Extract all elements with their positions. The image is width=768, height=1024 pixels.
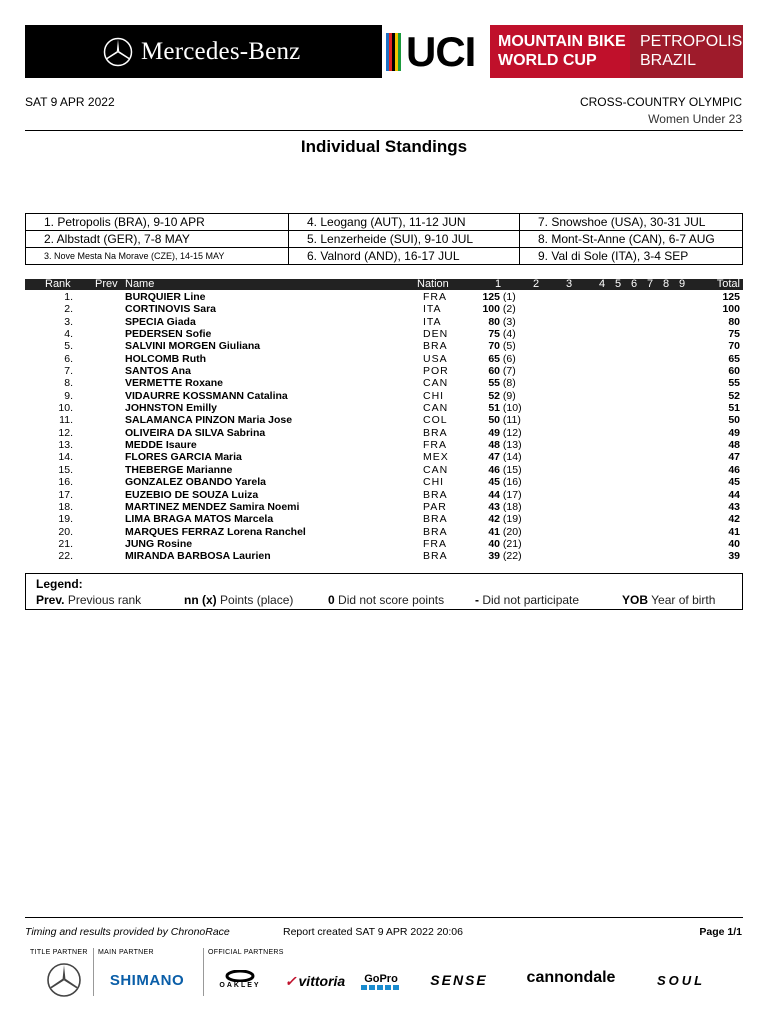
total-cell: 125 [722, 291, 740, 303]
total-cell: 40 [728, 537, 740, 550]
event-cell: 8. Mont-St-Anne (CAN), 6-7 AUG [520, 231, 743, 248]
total-cell: 75 [728, 328, 740, 341]
soul-logo: SOUL [656, 972, 706, 988]
table-row [25, 526, 743, 538]
race-points: 50 [488, 414, 500, 427]
race-points: 49 [488, 426, 500, 439]
total-cell: 55 [728, 377, 740, 390]
race-1-points-cell [475, 538, 522, 550]
race-place: (9) [502, 389, 516, 402]
event-cell: 4. Leogang (AUT), 11-12 JUN [289, 214, 520, 231]
page-title: Individual Standings [300, 137, 468, 156]
events-row [26, 231, 743, 248]
race-points: 43 [488, 500, 500, 513]
table-row [25, 501, 743, 513]
rank-cell: 21. [58, 537, 73, 550]
total-cell: 41 [728, 525, 740, 538]
race-1-points-cell [475, 501, 522, 513]
col-race-8: 8 [663, 278, 670, 290]
rank-cell: 22. [58, 550, 73, 563]
total-cell: 50 [728, 414, 740, 427]
legend-title: Legend: [36, 577, 83, 591]
events-row [26, 214, 743, 231]
location-line-2: BRAZIL [640, 52, 697, 69]
nation-cell: BRA [423, 340, 448, 353]
total-cell: 60 [728, 365, 740, 378]
legend-key: nn (x) [184, 593, 217, 607]
shimano-logo: SHIMANO [109, 971, 185, 989]
race-place: (13) [502, 439, 522, 452]
rank-cell: 18. [58, 500, 73, 513]
standings-table [25, 291, 743, 563]
race-place: (15) [502, 463, 522, 476]
rider-name-cell: SPECIA Giada [125, 315, 196, 328]
uci-wordmark: UCI [406, 27, 476, 75]
oakley-logo [211, 966, 269, 992]
race-points: 125 [482, 291, 500, 303]
race-1-points-cell [475, 390, 516, 402]
table-row [25, 328, 743, 340]
total-cell: 52 [728, 389, 740, 402]
table-row [25, 303, 743, 315]
standings-header [25, 279, 743, 290]
rider-name-cell: FLORES GARCIA Maria [125, 451, 242, 464]
race-date: SAT 9 APR 2022 [25, 95, 115, 109]
race-place: (19) [502, 513, 522, 526]
location-block [630, 25, 743, 78]
race-1-points-cell [475, 489, 522, 501]
mercedes-star-icon [103, 37, 133, 67]
rider-name-cell: VERMETTE Roxane [125, 377, 224, 390]
rider-name-cell: JUNG Rosine [125, 537, 193, 550]
total-cell: 42 [728, 513, 740, 526]
event-cell: 5. Lenzerheide (SUI), 9-10 JUL [289, 231, 520, 248]
rider-name-cell: CORTINOVIS Sara [125, 303, 217, 316]
race-points: 46 [488, 463, 500, 476]
total-cell: 100 [722, 303, 740, 316]
legend-item [328, 593, 444, 607]
rank-cell: 16. [58, 476, 73, 489]
partner-divider [93, 948, 94, 996]
race-1-points-cell [475, 476, 522, 488]
rank-cell: 19. [58, 513, 73, 526]
race-1-points-cell [475, 427, 522, 439]
race-points: 39 [488, 550, 500, 563]
event-cell: 3. Nove Mesta Na Morave (CZE), 14-15 MAY [26, 248, 289, 265]
cannondale-logo: cannondale [526, 969, 616, 986]
legend-box [25, 573, 743, 610]
rider-name-cell: MEDDE Isaure [125, 439, 197, 452]
race-place: (5) [502, 340, 516, 353]
rider-name-cell: LIMA BRAGA MATOS Marcela [125, 513, 274, 526]
rank-cell: 13. [58, 439, 73, 452]
series-line-1: MOUNTAIN BIKE [498, 33, 626, 50]
race-points: 100 [482, 303, 500, 316]
rider-name-cell: MARTINEZ MENDEZ Samira Noemi [125, 500, 300, 513]
nation-cell: CAN [423, 377, 449, 390]
rank-cell: 6. [64, 352, 73, 365]
legend-item [622, 593, 715, 607]
col-name: Name [125, 278, 155, 290]
vittoria-wordmark: vittoria [298, 973, 346, 989]
uci-rainbow-stripes [386, 33, 402, 71]
race-points: 52 [488, 389, 500, 402]
title-partner-label: TITLE PARTNER [30, 949, 88, 956]
rank-cell: 11. [59, 414, 73, 427]
race-place: (16) [502, 476, 522, 489]
rider-name-cell: PEDERSEN Sofie [125, 328, 212, 341]
race-1-points-cell [475, 353, 516, 365]
nation-cell: BRA [423, 525, 448, 538]
nation-cell: BRA [423, 513, 448, 526]
race-points: 70 [488, 340, 500, 353]
rank-cell: 8. [64, 377, 73, 390]
table-row [25, 451, 743, 463]
vittoria-mark-icon: ✓ [284, 972, 297, 989]
oakley-ellipse-icon [225, 970, 255, 982]
rider-name-cell: HOLCOMB Ruth [125, 352, 207, 365]
legend-item [184, 593, 293, 607]
col-total: Total [716, 278, 740, 290]
nation-cell: USA [423, 352, 448, 365]
race-points: 65 [488, 352, 500, 365]
col-race-6: 6 [631, 278, 638, 290]
sense-logo: SENSE [430, 972, 488, 988]
race-points: 41 [488, 525, 500, 538]
race-1-points-cell [475, 464, 522, 476]
race-place: (3) [502, 315, 516, 328]
nation-cell: MEX [423, 451, 449, 464]
total-cell: 49 [728, 426, 740, 439]
table-row [25, 439, 743, 451]
event-cell: 1. Petropolis (BRA), 9-10 APR [26, 214, 289, 231]
race-1-points-cell [475, 526, 522, 538]
race-place: (14) [502, 451, 522, 464]
race-1-points-cell [475, 402, 522, 414]
rank-cell: 9. [64, 389, 73, 402]
table-row [25, 340, 743, 352]
rank-cell: 4. [64, 328, 73, 341]
race-points: 42 [488, 513, 500, 526]
race-points: 80 [488, 315, 500, 328]
race-category: Women Under 23 [648, 112, 742, 126]
legend-key: - [475, 593, 479, 607]
nation-cell: ITA [423, 315, 442, 328]
race-points: 40 [488, 537, 500, 550]
total-cell: 46 [728, 463, 740, 476]
race-place: (4) [502, 328, 516, 341]
official-partners-label: OFFICIAL PARTNERS [208, 949, 284, 956]
race-place: (1) [502, 291, 516, 303]
nation-cell: ITA [423, 303, 442, 316]
race-1-points-cell [475, 365, 516, 377]
col-race-9: 9 [679, 278, 686, 290]
table-row [25, 390, 743, 402]
race-discipline: CROSS-COUNTRY OLYMPIC [579, 95, 742, 109]
table-row [25, 489, 743, 501]
events-row [26, 248, 743, 265]
race-1-points-cell [475, 377, 516, 389]
race-place: (10) [502, 402, 522, 415]
table-row [25, 414, 743, 426]
rank-cell: 7. [64, 365, 73, 378]
table-row [25, 353, 743, 365]
partner-divider [203, 948, 204, 996]
table-row [25, 550, 743, 562]
rider-name-cell: OLIVEIRA DA SILVA Sabrina [125, 426, 266, 439]
race-points: 51 [488, 402, 500, 415]
legend-desc: Year of birth [651, 593, 716, 607]
race-points: 75 [488, 328, 500, 341]
legend-item [475, 593, 579, 607]
total-cell: 43 [728, 500, 740, 513]
rider-name-cell: MARQUES FERRAZ Lorena Ranchel [125, 525, 306, 538]
nation-cell: PAR [423, 500, 447, 513]
race-points: 55 [488, 377, 500, 390]
mercedes-star-icon [42, 962, 86, 998]
col-nation: Nation [417, 278, 449, 290]
total-cell: 48 [728, 439, 740, 452]
legend-desc: Points (place) [220, 593, 294, 607]
gopro-wordmark: GoPro [364, 972, 398, 985]
legend-key: 0 [328, 593, 335, 607]
race-place: (12) [502, 426, 522, 439]
race-points: 47 [488, 451, 500, 464]
mercedes-logo [103, 25, 300, 78]
rider-name-cell: SALVINI MORGEN Giuliana [125, 340, 261, 353]
rank-cell: 15. [58, 463, 73, 476]
event-cell: 2. Albstadt (GER), 7-8 MAY [26, 231, 289, 248]
nation-cell: DEN [423, 328, 449, 341]
table-row [25, 476, 743, 488]
rank-cell: 2. [64, 303, 73, 316]
race-1-points-cell [475, 451, 522, 463]
location-line-1: PETROPOLIS [640, 33, 743, 50]
race-1-points-cell [475, 414, 521, 426]
event-cell: 9. Val di Sole (ITA), 3-4 SEP [520, 248, 743, 265]
rank-cell: 20. [58, 525, 73, 538]
total-cell: 47 [728, 451, 740, 464]
race-place: (2) [502, 303, 516, 316]
header-banner [25, 25, 743, 78]
rider-name-cell: EUZEBIO DE SOUZA Luiza [125, 488, 259, 501]
rider-name-cell: BURQUIER Line [125, 291, 206, 303]
race-place: (17) [502, 488, 522, 501]
table-row [25, 464, 743, 476]
legend-desc: Previous rank [67, 593, 142, 607]
page-number: Page 1/1 [699, 926, 742, 938]
gopro-dots-icon [361, 985, 401, 990]
table-row [25, 316, 743, 328]
legend-desc: Did not score points [338, 593, 445, 607]
col-race-2: 2 [533, 278, 540, 290]
race-1-points-cell [475, 439, 522, 451]
nation-cell: BRA [423, 426, 448, 439]
race-place: (6) [502, 352, 516, 365]
nation-cell: FRA [423, 537, 447, 550]
race-place: (11) [502, 414, 521, 427]
rider-name-cell: VIDAURRE KOSSMANN Catalina [125, 389, 288, 402]
nation-cell: POR [423, 365, 449, 378]
oakley-wordmark: OAKLEY [219, 981, 261, 989]
race-points: 44 [488, 488, 500, 501]
race-place: (7) [502, 365, 516, 378]
rider-name-cell: THEBERGE Marianne [125, 463, 233, 476]
legend-item [36, 593, 141, 607]
rank-cell: 14. [58, 451, 73, 464]
table-row [25, 291, 743, 303]
nation-cell: CAN [423, 402, 449, 415]
total-cell: 51 [728, 402, 740, 415]
event-cell: 6. Valnord (AND), 16-17 JUL [289, 248, 520, 265]
col-prev: Prev [95, 278, 118, 290]
race-place: (22) [502, 550, 522, 563]
race-place: (8) [502, 377, 516, 390]
race-1-points-cell [475, 513, 522, 525]
col-race-1: 1 [495, 278, 502, 290]
race-1-points-cell [475, 340, 516, 352]
table-row [25, 427, 743, 439]
nation-cell: FRA [423, 291, 447, 303]
nation-cell: CAN [423, 463, 449, 476]
table-row [25, 365, 743, 377]
header-divider [25, 130, 743, 131]
col-race-7: 7 [647, 278, 654, 290]
legend-key: YOB [622, 593, 649, 607]
total-cell: 65 [728, 352, 740, 365]
series-line-2: WORLD CUP [498, 52, 597, 69]
race-place: (20) [502, 525, 522, 538]
col-race-4: 4 [599, 278, 606, 290]
rider-name-cell: GONZALEZ OBANDO Yarela [125, 476, 267, 489]
rank-cell: 1. [64, 291, 73, 303]
table-row [25, 402, 743, 414]
rank-cell: 5. [64, 340, 73, 353]
report-created: Report created SAT 9 APR 2022 20:06 [283, 926, 463, 938]
nation-cell: BRA [423, 550, 448, 563]
footer-divider [25, 917, 743, 918]
total-cell: 70 [728, 340, 740, 353]
race-1-points-cell [475, 550, 522, 562]
race-1-points-cell [475, 328, 516, 340]
rider-name-cell: JOHNSTON Emilly [125, 402, 217, 415]
nation-cell: BRA [423, 488, 448, 501]
col-race-5: 5 [615, 278, 622, 290]
events-table [25, 213, 743, 265]
vittoria-logo [279, 971, 351, 991]
total-cell: 80 [728, 315, 740, 328]
main-partner-label: MAIN PARTNER [98, 949, 154, 956]
timing-credit: Timing and results provided by ChronoRace [25, 926, 230, 938]
nation-cell: COL [423, 414, 448, 427]
event-cell: 7. Snowshoe (USA), 30-31 JUL [520, 214, 743, 231]
rider-name-cell: MIRANDA BARBOSA Laurien [125, 550, 271, 563]
nation-cell: FRA [423, 439, 447, 452]
brand-name: Mercedes-Benz [141, 37, 301, 65]
col-rank: Rank [45, 278, 71, 290]
race-1-points-cell [475, 303, 516, 315]
rank-cell: 17. [58, 488, 73, 501]
table-row [25, 377, 743, 389]
col-race-3: 3 [566, 278, 573, 290]
rank-cell: 12. [58, 426, 73, 439]
total-cell: 44 [728, 488, 740, 501]
nation-cell: CHI [423, 476, 445, 489]
gopro-logo [357, 971, 405, 991]
rider-name-cell: SANTOS Ana [125, 365, 191, 378]
race-points: 48 [488, 439, 500, 452]
total-cell: 39 [728, 550, 740, 563]
legend-key: Prev. [36, 593, 65, 607]
series-block [490, 25, 630, 78]
nation-cell: CHI [423, 389, 445, 402]
race-1-points-cell [475, 316, 516, 328]
rank-cell: 3. [64, 315, 73, 328]
total-cell: 45 [728, 476, 740, 489]
table-row [25, 538, 743, 550]
race-points: 45 [488, 476, 500, 489]
table-row [25, 513, 743, 525]
rank-cell: 10. [58, 402, 73, 415]
rider-name-cell: SALAMANCA PINZON Maria Jose [125, 414, 293, 427]
race-1-points-cell [475, 291, 516, 303]
race-place: (18) [502, 500, 522, 513]
race-place: (21) [502, 537, 522, 550]
legend-desc: Did not participate [482, 593, 580, 607]
race-points: 60 [488, 365, 500, 378]
